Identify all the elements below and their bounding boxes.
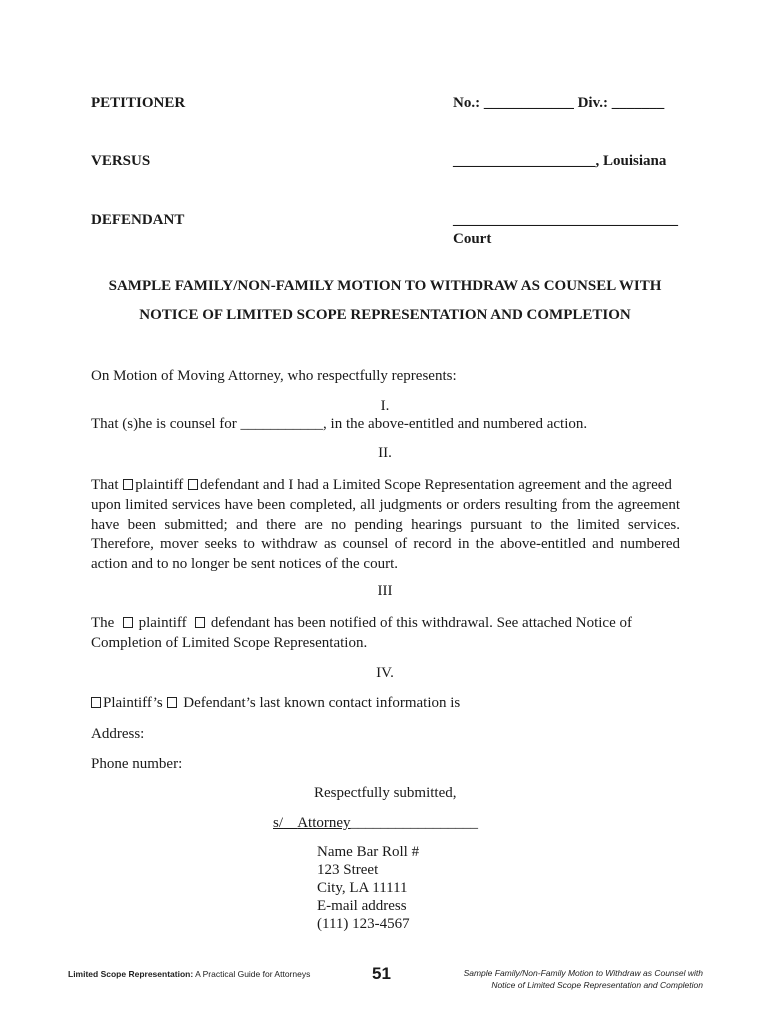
section-2-first-line <box>91 476 681 496</box>
document-title-line1: SAMPLE FAMILY/NON-FAMILY MOTION TO WITHDRAW AS COUNSEL WITH <box>108 278 662 294</box>
footer-guide-title: Limited Scope Representation: <box>68 969 194 979</box>
section-3-rest: defendant has been notified of this withdrawal. See attached Notice of <box>210 615 632 631</box>
attorney-label: Attorney <box>297 815 351 831</box>
section-2-plaintiff: plaintiff <box>135 477 184 493</box>
versus-label: VERSUS <box>91 153 151 169</box>
plaintiff-notified-checkbox[interactable] <box>123 617 133 628</box>
plaintiff-checkbox[interactable] <box>123 479 133 490</box>
defendant-notified-checkbox[interactable] <box>195 617 205 628</box>
section-2-heading: II. <box>378 445 392 461</box>
footer-right <box>430 967 703 991</box>
footer-left <box>68 969 310 979</box>
defendant-checkbox[interactable] <box>188 479 198 490</box>
footer-right-line1: Sample Family/Non-Family Motion to Withdraw as Counsel with <box>463 968 703 978</box>
attorney-info <box>317 843 419 933</box>
section-4-plaintiffs: Plaintiff’s <box>103 695 163 711</box>
plaintiff-contact-checkbox[interactable] <box>91 697 101 708</box>
court-label: Court <box>453 231 492 247</box>
section-4-rest: Defendant’s last known contact information is <box>183 695 461 711</box>
case-number-line: No.: ____________ Div.: _______ <box>453 95 665 111</box>
defendant-contact-checkbox[interactable] <box>167 697 177 708</box>
phone-label: Phone number: <box>91 756 183 772</box>
section-1-text: That (s)he is counsel for ___________, in the above-entitled and numbered action. <box>91 416 588 432</box>
section-3-line2: Completion of Limited Scope Representation. <box>91 635 368 651</box>
page-number: 51 <box>372 964 391 983</box>
section-3-heading: III <box>377 583 393 599</box>
closing-text: Respectfully submitted, <box>314 785 457 801</box>
section-2-text: upon limited services have been completed, all judgments or orders resulting from the agreement have been submitted; and there are no pending hearings pursuant to the limited services. Therefore, mover seeks to withdraw as counsel of record in the above-entitled and numbered action and to no longer be sent notices of the court. <box>91 497 680 572</box>
parish-line: ___________________, Louisiana <box>453 153 667 169</box>
section-3-first-line <box>91 614 681 634</box>
phone-number: (111) 123-4567 <box>317 916 410 932</box>
signature-prefix: s/ <box>273 815 284 831</box>
section-2-rest: defendant and I had a Limited Scope Representation agreement and the agreed <box>200 477 672 493</box>
section-2-that: That <box>91 477 119 493</box>
document-title-line2: NOTICE OF LIMITED SCOPE REPRESENTATION AND COMPLETION <box>139 307 631 323</box>
section-4-line <box>91 694 460 714</box>
address-label: Address: <box>91 726 145 742</box>
street-address: 123 Street <box>317 862 379 878</box>
section-3-the: The <box>91 615 115 631</box>
footer-guide-subtitle: A Practical Guide for Attorneys <box>193 969 311 979</box>
footer-right-line2: Notice of Limited Scope Representation and Completion <box>491 980 703 990</box>
petitioner-label: PETITIONER <box>91 95 186 111</box>
court-blank-line: ______________________________ <box>453 212 678 228</box>
intro-text: On Motion of Moving Attorney, who respectfully represents: <box>91 368 457 384</box>
signature-line <box>273 814 478 834</box>
defendant-label: DEFENDANT <box>91 212 185 228</box>
section-1-heading: I. <box>380 398 390 414</box>
email-address: E-mail address <box>317 898 407 914</box>
name-bar-roll: Name Bar Roll # <box>317 844 420 860</box>
attorney-blank: _________________ <box>350 815 479 831</box>
city-state-zip: City, LA 11111 <box>317 880 408 896</box>
section-3-plaintiff: plaintiff <box>138 615 187 631</box>
section-4-heading: IV. <box>376 665 394 681</box>
